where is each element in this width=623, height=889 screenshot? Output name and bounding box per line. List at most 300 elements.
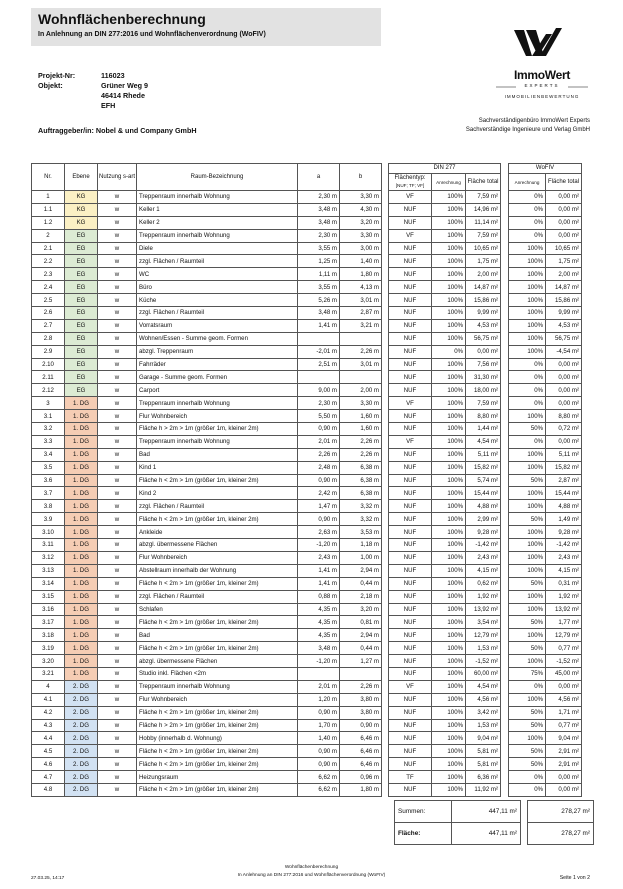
company-info (466, 117, 590, 135)
row-anrechnung: 100% (432, 680, 466, 693)
row-b: 1,27 m (340, 655, 382, 668)
row-flaeche: 9,99 m² (466, 307, 501, 320)
row-b: 2,00 m (340, 384, 382, 397)
row-typ: NUF (389, 268, 432, 281)
row-typ: NUF (389, 758, 432, 771)
row-anrechnung-wofiv: 100% (509, 345, 546, 358)
header-anrechnung-wofiv: Anrechnung (509, 174, 546, 191)
row-b (340, 667, 382, 680)
row-anrechnung-wofiv: 50% (509, 513, 546, 526)
row-ebene: EG (65, 319, 98, 332)
row-ebene: 2. DG (65, 783, 98, 796)
row-flaeche-wofiv: 12,79 m² (546, 629, 582, 642)
row-flaeche-wofiv: 56,75 m² (546, 332, 582, 345)
row-flaeche-wofiv: 1,77 m² (546, 616, 582, 629)
header-flaeche-total: Fläche total (466, 174, 501, 191)
row-anrechnung: 100% (432, 294, 466, 307)
row-flaeche-wofiv: 0,00 m² (546, 397, 582, 410)
row-anrechnung-wofiv: 100% (509, 410, 546, 423)
row-raum: Treppenraum innerhalb Wohnung (137, 191, 298, 204)
row-a: 1,20 m (298, 693, 340, 706)
row-typ: NUF (389, 410, 432, 423)
company-line-2: Sachverständige Ingenieure und Verlag GmbH (465, 127, 590, 133)
row-ebene: EG (65, 371, 98, 384)
row-flaeche: 56,75 m² (466, 332, 501, 345)
row-anrechnung-wofiv: 0% (509, 397, 546, 410)
row-flaeche-wofiv: 2,87 m² (546, 474, 582, 487)
row-nr: 2.8 (32, 332, 65, 345)
row-flaeche-wofiv: 0,00 m² (546, 216, 582, 229)
row-b: 2,26 m (340, 448, 382, 461)
row-raum: Fläche h < 2m > 1m (größer 1m, kleiner 2m) (137, 616, 298, 629)
row-b: 3,20 m (340, 216, 382, 229)
table-row (32, 745, 582, 758)
row-ebene: 2. DG (65, 732, 98, 745)
header-flaechentyp (389, 174, 432, 191)
row-b: 3,32 m (340, 513, 382, 526)
row-anrechnung-wofiv: 0% (509, 384, 546, 397)
row-flaeche: 5,11 m² (466, 448, 501, 461)
row-ebene: EG (65, 242, 98, 255)
row-nutzung: w (98, 307, 137, 320)
row-nr: 3 (32, 397, 65, 410)
row-anrechnung: 100% (432, 203, 466, 216)
row-typ: NUF (389, 216, 432, 229)
row-ebene: EG (65, 281, 98, 294)
row-raum: zzgl. Flächen / Raumteil (137, 590, 298, 603)
row-flaeche: 5,74 m² (466, 474, 501, 487)
row-anrechnung-wofiv: 50% (509, 474, 546, 487)
row-raum: Treppenraum innerhalb Wohnung (137, 229, 298, 242)
row-flaeche: 5,81 m² (466, 745, 501, 758)
row-flaeche: 4,53 m² (466, 319, 501, 332)
row-typ: NUF (389, 345, 432, 358)
row-flaeche: 1,44 m² (466, 423, 501, 436)
row-typ: NUF (389, 384, 432, 397)
row-ebene: 1. DG (65, 667, 98, 680)
row-nr: 4.7 (32, 771, 65, 784)
row-b: 3,00 m (340, 242, 382, 255)
row-flaeche-wofiv: 4,56 m² (546, 693, 582, 706)
table-row (32, 397, 582, 410)
table-row (32, 229, 582, 242)
row-ebene: 1. DG (65, 655, 98, 668)
row-raum: Treppenraum innerhalb Wohnung (137, 680, 298, 693)
row-nr: 1.1 (32, 203, 65, 216)
row-a: 0,90 m (298, 423, 340, 436)
row-typ: VF (389, 191, 432, 204)
row-anrechnung: 100% (432, 539, 466, 552)
row-flaeche-wofiv: 13,92 m² (546, 603, 582, 616)
row-nr: 2.3 (32, 268, 65, 281)
row-anrechnung: 100% (432, 423, 466, 436)
header-nutzung: Nutzung s-art (98, 164, 137, 191)
page-subtitle: In Anlehnung an DIN 277:2016 und Wohnflächenverordnung (WoFIV) (38, 31, 266, 38)
row-flaeche: 14,87 m² (466, 281, 501, 294)
row-anrechnung-wofiv: 0% (509, 229, 546, 242)
row-typ: NUF (389, 255, 432, 268)
row-raum: WC (137, 268, 298, 281)
row-ebene: KG (65, 203, 98, 216)
row-nutzung: w (98, 345, 137, 358)
row-typ: NUF (389, 564, 432, 577)
row-typ: NUF (389, 319, 432, 332)
row-flaeche: 4,56 m² (466, 693, 501, 706)
row-flaeche-wofiv: 0,00 m² (546, 371, 582, 384)
table-row (32, 435, 582, 448)
row-anrechnung: 100% (432, 474, 466, 487)
row-anrechnung-wofiv: 100% (509, 603, 546, 616)
row-anrechnung: 0% (432, 345, 466, 358)
row-nr: 4 (32, 680, 65, 693)
row-raum: Hobby (innerhalb d. Wohnung) (137, 732, 298, 745)
table-row (32, 461, 582, 474)
row-nutzung: w (98, 590, 137, 603)
row-anrechnung-wofiv: 0% (509, 216, 546, 229)
row-flaeche-wofiv: 14,87 m² (546, 281, 582, 294)
row-typ: NUF (389, 281, 432, 294)
row-a: 5,50 m (298, 410, 340, 423)
table-row (32, 551, 582, 564)
row-b: 3,30 m (340, 397, 382, 410)
row-ebene: EG (65, 345, 98, 358)
row-a: 9,00 m (298, 384, 340, 397)
table-row (32, 642, 582, 655)
row-flaeche: 4,54 m² (466, 435, 501, 448)
row-raum: abzgl. übermessene Flächen (137, 539, 298, 552)
row-nutzung: w (98, 191, 137, 204)
row-a: 5,26 m (298, 294, 340, 307)
row-nutzung: w (98, 680, 137, 693)
row-a: 3,48 m (298, 307, 340, 320)
row-raum: Fläche h < 2m > 1m (größer 1m, kleiner 2m) (137, 513, 298, 526)
row-nutzung: w (98, 371, 137, 384)
row-raum: abzgl. Treppenraum (137, 345, 298, 358)
table-row (32, 616, 582, 629)
row-nr: 4.1 (32, 693, 65, 706)
row-a: 2,42 m (298, 487, 340, 500)
row-flaeche-wofiv: 9,04 m² (546, 732, 582, 745)
row-flaeche: 18,00 m² (466, 384, 501, 397)
row-a: 6,62 m (298, 771, 340, 784)
row-anrechnung-wofiv: 50% (509, 616, 546, 629)
row-nutzung: w (98, 642, 137, 655)
row-b: 2,26 m (340, 680, 382, 693)
row-ebene: EG (65, 229, 98, 242)
row-anrechnung-wofiv: 100% (509, 693, 546, 706)
header-flaeche-total-wofiv: Fläche total (546, 174, 582, 191)
row-typ: NUF (389, 706, 432, 719)
row-raum: Studio inkl. Flächen <2m (137, 667, 298, 680)
row-nr: 2.5 (32, 294, 65, 307)
row-ebene: 1. DG (65, 642, 98, 655)
project-info (38, 71, 148, 111)
table-row (32, 732, 582, 745)
row-nutzung: w (98, 719, 137, 732)
row-raum: Bad (137, 629, 298, 642)
table-row (32, 693, 582, 706)
row-b: 3,53 m (340, 526, 382, 539)
row-flaeche: 9,28 m² (466, 526, 501, 539)
row-ebene: 1. DG (65, 513, 98, 526)
row-typ: NUF (389, 307, 432, 320)
row-ebene: 2. DG (65, 745, 98, 758)
row-b: 2,18 m (340, 590, 382, 603)
row-flaeche: 4,54 m² (466, 680, 501, 693)
row-b: 3,20 m (340, 603, 382, 616)
row-a: 2,30 m (298, 397, 340, 410)
row-anrechnung: 100% (432, 461, 466, 474)
row-raum: Heizungsraum (137, 771, 298, 784)
row-flaeche-wofiv: 4,15 m² (546, 564, 582, 577)
row-typ: VF (389, 229, 432, 242)
row-anrechnung: 100% (432, 693, 466, 706)
row-raum: zzgl. Flächen / Raumteil (137, 255, 298, 268)
row-anrechnung: 100% (432, 281, 466, 294)
row-typ: NUF (389, 461, 432, 474)
table-row (32, 307, 582, 320)
row-anrechnung: 100% (432, 603, 466, 616)
row-a: 2,30 m (298, 229, 340, 242)
object-street: Grüner Weg 9 (101, 81, 148, 90)
row-nutzung: w (98, 397, 137, 410)
row-anrechnung-wofiv: 100% (509, 732, 546, 745)
sum-din: 447,11 m² (452, 801, 521, 823)
row-typ: NUF (389, 603, 432, 616)
row-nutzung: w (98, 706, 137, 719)
row-b: 6,46 m (340, 745, 382, 758)
table-row (32, 216, 582, 229)
row-anrechnung: 100% (432, 590, 466, 603)
row-flaeche: 2,99 m² (466, 513, 501, 526)
row-typ: NUF (389, 500, 432, 513)
row-raum: Diele (137, 242, 298, 255)
row-nr: 2.1 (32, 242, 65, 255)
table-row (32, 719, 582, 732)
row-anrechnung-wofiv: 50% (509, 719, 546, 732)
row-flaeche-wofiv: 0,00 m² (546, 384, 582, 397)
table-row (32, 203, 582, 216)
row-flaeche-wofiv: 0,00 m² (546, 191, 582, 204)
row-anrechnung: 100% (432, 526, 466, 539)
row-anrechnung: 100% (432, 435, 466, 448)
row-flaeche: 15,86 m² (466, 294, 501, 307)
row-nr: 3.10 (32, 526, 65, 539)
row-typ: NUF (389, 667, 432, 680)
row-flaeche-wofiv: 0,00 m² (546, 771, 582, 784)
row-typ: NUF (389, 551, 432, 564)
row-flaeche: 7,59 m² (466, 191, 501, 204)
row-a: 2,01 m (298, 435, 340, 448)
row-raum: Fläche h < 2m > 1m (größer 1m, kleiner 2m) (137, 706, 298, 719)
row-ebene: 1. DG (65, 435, 98, 448)
row-anrechnung-wofiv: 50% (509, 745, 546, 758)
row-a: 0,90 m (298, 745, 340, 758)
row-typ: NUF (389, 590, 432, 603)
row-nutzung: w (98, 332, 137, 345)
row-nr: 1 (32, 191, 65, 204)
row-nutzung: w (98, 667, 137, 680)
row-a: 0,90 m (298, 706, 340, 719)
row-raum: Büro (137, 281, 298, 294)
table-row (32, 500, 582, 513)
row-flaeche-wofiv: 0,31 m² (546, 577, 582, 590)
row-anrechnung: 100% (432, 448, 466, 461)
row-flaeche: 31,30 m² (466, 371, 501, 384)
row-a: 2,63 m (298, 526, 340, 539)
row-b: 1,18 m (340, 539, 382, 552)
row-a: 1,41 m (298, 577, 340, 590)
row-b: 6,46 m (340, 732, 382, 745)
table-row (32, 783, 582, 796)
row-flaeche-wofiv: 45,00 m² (546, 667, 582, 680)
row-flaeche: 11,92 m² (466, 783, 501, 796)
row-a: 6,62 m (298, 783, 340, 796)
project-nr-label: Projekt-Nr: (38, 71, 76, 80)
row-anrechnung-wofiv: 50% (509, 423, 546, 436)
row-b: 2,87 m (340, 307, 382, 320)
row-anrechnung-wofiv: 0% (509, 435, 546, 448)
project-nr: 116023 (101, 71, 125, 80)
header-din: DIN 277 (389, 164, 501, 174)
header-nr: Nr. (32, 164, 65, 191)
row-anrechnung-wofiv: 100% (509, 242, 546, 255)
table-row (32, 513, 582, 526)
row-nr: 3.8 (32, 500, 65, 513)
row-typ: VF (389, 435, 432, 448)
row-nutzung: w (98, 783, 137, 796)
row-flaeche-wofiv: 2,43 m² (546, 551, 582, 564)
row-raum: Flur Wohnbereich (137, 410, 298, 423)
row-anrechnung: 100% (432, 500, 466, 513)
row-anrechnung-wofiv: 0% (509, 191, 546, 204)
row-a: 1,47 m (298, 500, 340, 513)
row-ebene: 2. DG (65, 758, 98, 771)
row-b (340, 371, 382, 384)
table-row (32, 268, 582, 281)
row-b: 3,30 m (340, 191, 382, 204)
row-nr: 3.11 (32, 539, 65, 552)
footer-page: Seite 1 von 2 (559, 875, 590, 881)
row-nr: 2.9 (32, 345, 65, 358)
row-flaeche: 11,14 m² (466, 216, 501, 229)
row-ebene: 1. DG (65, 590, 98, 603)
row-typ: NUF (389, 642, 432, 655)
table-row (32, 371, 582, 384)
row-anrechnung: 100% (432, 745, 466, 758)
row-raum: Keller 1 (137, 203, 298, 216)
row-typ: NUF (389, 513, 432, 526)
row-b (340, 332, 382, 345)
row-nutzung: w (98, 487, 137, 500)
row-flaeche-wofiv: 8,80 m² (546, 410, 582, 423)
row-anrechnung: 100% (432, 191, 466, 204)
row-b: 0,96 m (340, 771, 382, 784)
row-ebene: 1. DG (65, 448, 98, 461)
row-nutzung: w (98, 513, 137, 526)
row-nr: 3.18 (32, 629, 65, 642)
row-raum: Ankleide (137, 526, 298, 539)
row-ebene: 1. DG (65, 539, 98, 552)
row-nr: 3.7 (32, 487, 65, 500)
row-flaeche-wofiv: 15,44 m² (546, 487, 582, 500)
row-flaeche-wofiv: 1,75 m² (546, 255, 582, 268)
company-line-1: Sachverständigenbüro ImmoWert Experts (478, 118, 590, 124)
row-ebene: 2. DG (65, 771, 98, 784)
row-nutzung: w (98, 629, 137, 642)
row-anrechnung-wofiv: 75% (509, 667, 546, 680)
client-name: Nobel & und Company GmbH (95, 126, 197, 135)
row-nr: 2 (32, 229, 65, 242)
row-nr: 3.20 (32, 655, 65, 668)
row-anrechnung-wofiv: 100% (509, 629, 546, 642)
row-b: 6,38 m (340, 474, 382, 487)
row-b: 3,80 m (340, 706, 382, 719)
row-flaeche-wofiv: 1,71 m² (546, 706, 582, 719)
row-a: 3,55 m (298, 281, 340, 294)
footer-date: 27.03.25, 14:17 (31, 876, 65, 881)
flaechentyp-label: Flächentyp: (394, 175, 426, 181)
brand-subtitle: IMMOBILIENBEWERTUNG (504, 94, 580, 99)
row-typ: NUF (389, 732, 432, 745)
row-b: 1,40 m (340, 255, 382, 268)
row-anrechnung-wofiv: 100% (509, 590, 546, 603)
header-a: a (298, 164, 340, 191)
row-anrechnung-wofiv: 0% (509, 371, 546, 384)
header-raum: Raum-Bezeichnung (137, 164, 298, 191)
row-nr: 3.16 (32, 603, 65, 616)
row-raum: abzgl. übermessene Flächen (137, 655, 298, 668)
row-anrechnung-wofiv: 0% (509, 203, 546, 216)
row-anrechnung-wofiv: 100% (509, 268, 546, 281)
row-flaeche-wofiv: 9,28 m² (546, 526, 582, 539)
row-raum: Abstellraum innerhalb der Wohnung (137, 564, 298, 577)
row-anrechnung: 100% (432, 642, 466, 655)
row-anrechnung: 100% (432, 397, 466, 410)
table-row (32, 526, 582, 539)
row-anrechnung: 100% (432, 771, 466, 784)
row-anrechnung: 100% (432, 229, 466, 242)
row-nutzung: w (98, 384, 137, 397)
row-flaeche-wofiv: 1,92 m² (546, 590, 582, 603)
row-raum: Treppenraum innerhalb Wohnung (137, 435, 298, 448)
row-flaeche-wofiv: 4,88 m² (546, 500, 582, 513)
row-anrechnung-wofiv: 100% (509, 539, 546, 552)
row-flaeche-wofiv: -1,52 m² (546, 655, 582, 668)
row-nutzung: w (98, 732, 137, 745)
row-ebene: KG (65, 216, 98, 229)
table-row (32, 294, 582, 307)
row-anrechnung-wofiv: 100% (509, 487, 546, 500)
row-typ: NUF (389, 693, 432, 706)
row-nutzung: w (98, 319, 137, 332)
table-row (32, 758, 582, 771)
row-nr: 3.21 (32, 667, 65, 680)
table-row (32, 577, 582, 590)
row-anrechnung-wofiv: 100% (509, 500, 546, 513)
row-ebene: EG (65, 307, 98, 320)
row-nr: 3.1 (32, 410, 65, 423)
row-nutzung: w (98, 461, 137, 474)
row-ebene: 1. DG (65, 410, 98, 423)
row-a: 2,30 m (298, 191, 340, 204)
row-typ: NUF (389, 203, 432, 216)
footer-title: Wohnflächenberechnung (284, 865, 339, 870)
row-flaeche: 3,42 m² (466, 706, 501, 719)
row-a: 2,48 m (298, 461, 340, 474)
row-typ: NUF (389, 474, 432, 487)
row-flaeche-wofiv: 0,77 m² (546, 642, 582, 655)
